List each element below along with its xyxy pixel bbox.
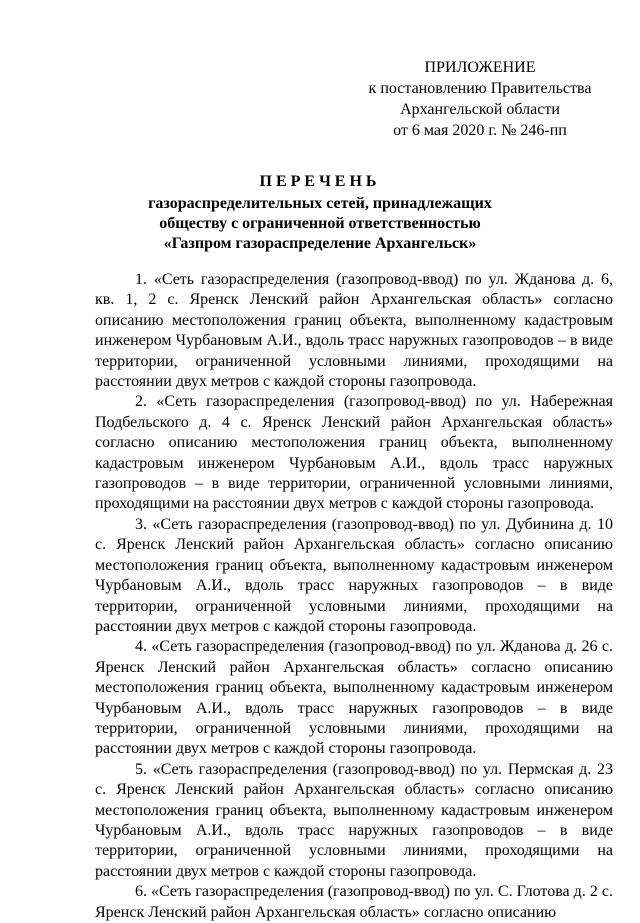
heading-line-1: газораспределительных сетей, принадлежащих	[148, 195, 492, 212]
appendix-reference: к постановлению Правительства	[368, 80, 592, 97]
list-item: 4. «Сеть газораспределения (газопровод-ввод) по ул. Жданова д. 26 с. Яренск Ленский район Архангельская область» согласно описанию местоположения границ объекта, выполненному кадастровым инженером Чурбановым А.И., вдоль трасс наружных газопроводов – в виде территории, ограниченной условными линиями, проходящими на расстоянии двух метров с каждой стороны газопровода.	[95, 638, 613, 758]
list-item: 6. «Сеть газораспределения (газопровод-ввод) по ул. С. Глотова д. 2 с. Яренск Ленский район Архангельская область» согласно описанию	[95, 883, 613, 921]
item-list	[95, 270, 613, 923]
appendix-label: ПРИЛОЖЕНИЕ	[424, 59, 536, 76]
heading-line-3: «Газпром газораспределение Архангельск»	[163, 235, 477, 252]
document-heading	[140, 172, 500, 254]
appendix-region: Архангельской области	[400, 101, 560, 118]
list-item: 1. «Сеть газораспределения (газопровод-ввод) по ул. Жданова д. 6, кв. 1, 2 с. Яренск Ленский район Архангельская область» согласно описанию местоположения границ объекта, выполненному кадастровым инженером Чурбановым А.И., вдоль трасс наружных газопроводов – в виде территории, ограниченной условными линиями, проходящими на расстоянии двух метров с каждой стороны газопровода.	[95, 271, 613, 391]
heading-line-2: обществу с ограниченной ответственностью	[159, 215, 481, 232]
list-item: 2. «Сеть газораспределения (газопровод-ввод) по ул. Набережная Подбельского д. 4 с. Яренск Ленский район Архангельская область» согласно описанию местоположения границ объекта, выполненному кадастровым инженером Чурбановым А.И., вдоль трасс наружных газопроводов – в виде территории, ограниченной условными линиями, проходящими на расстоянии двух метров с каждой стороны газопровода.	[95, 393, 613, 513]
document-title: ПЕРЕЧЕНЬ	[259, 173, 381, 190]
appendix-block	[360, 57, 600, 141]
list-item: 5. «Сеть газораспределения (газопровод-ввод) по ул. Пермская д. 23 с. Яренск Ленский район Архангельская область» согласно описанию местоположения границ объекта, выполненному кадастровым инженером Чурбановым А.И., вдоль трасс наружных газопроводов – в виде территории, ограниченной условными линиями, проходящими на расстоянии двух метров с каждой стороны газопровода.	[95, 760, 613, 880]
list-item: 3. «Сеть газораспределения (газопровод-ввод) по ул. Дубинина д. 10 с. Яренск Ленский район Архангельская область» согласно описанию местоположения границ объекта, выполненному кадастровым инженером Чурбановым А.И., вдоль трасс наружных газопроводов – в виде территории, ограниченной условными линиями, проходящими на расстоянии двух метров с каждой стороны газопровода.	[95, 515, 613, 635]
appendix-date-number: от 6 мая 2020 г. № 246-пп	[393, 122, 567, 139]
